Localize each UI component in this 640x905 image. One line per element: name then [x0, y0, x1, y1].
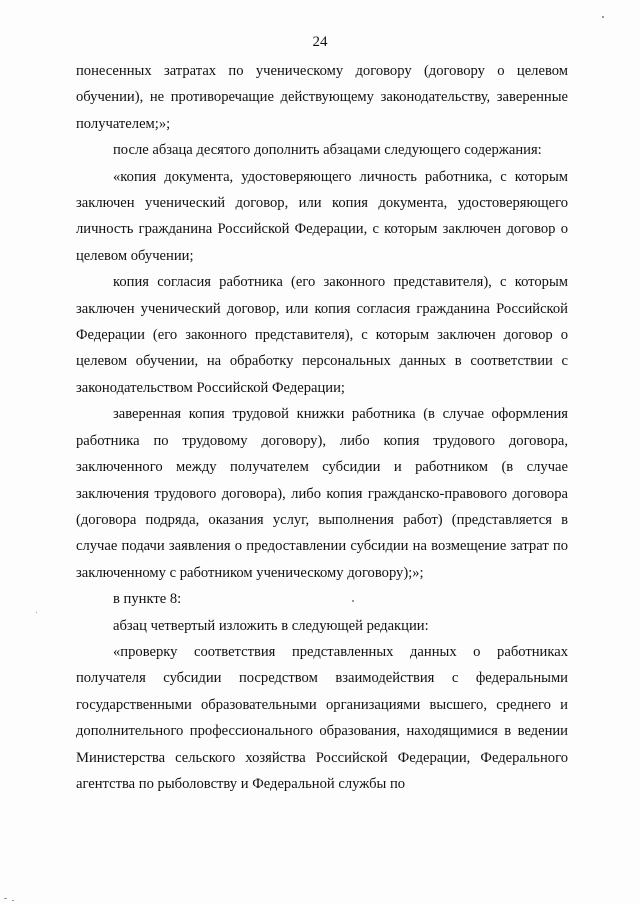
page-number: 24 [312, 34, 328, 50]
paragraph-5: заверенная копия трудовой книжки работника (в случае оформления работника по трудовому договору), либо копия трудового договора, заключенного между получателем субсидии и работником (в случае заключения трудового договора), либо копия гражданско-правового договора (договора подряда, оказания услуг, выполнения работ) (представляется в случае подачи заявления о предоставлении субсидии на возмещение затрат по заключенному с работником ученическому договору);»; [76, 406, 568, 581]
paragraph-7: абзац четвертый изложить в следующей редакции: [113, 617, 429, 634]
paragraph-3: «копия документа, удостоверяющего личность работника, с которым заключен ученический договор, или копия документа, удостоверяющего личность гражданина Российской Федерации, с которым заключен договор о целевом обучении; [76, 168, 568, 264]
document-body [76, 58, 568, 797]
paragraph-1: понесенных затратах по ученическому договору (договору о целевом обучении), не противоречащие действующему законодательству, заверенные получателем;»; [76, 63, 568, 132]
paragraph-6: в пункте 8: [113, 591, 182, 608]
scan-speck [352, 600, 354, 602]
scan-speck [36, 612, 37, 613]
paragraph-2: после абзаца десятого дополнить абзацами следующего содержания: [113, 142, 542, 159]
scan-speck [602, 16, 604, 18]
paragraph-8: «проверку соответствия представленных данных о работниках получателя субсидии посредством взаимодействия с федеральными государственными образовательными организациями высшего, среднего и дополнительного профессионального образования, находящимися в ведении Министерства сельского хозяйства Российской Федерации, Федерального агентства по рыболовству и Федеральной службы по [76, 643, 568, 792]
paragraph-4: копия согласия работника (его законного представителя), с которым заключен ученический договор, или копия согласия гражданина Российской Федерации (его законного представителя), с которым заключен договор о целевом обучении, на обработку персональных данных в соответствии с законодательством Российской Федерации; [76, 274, 568, 396]
scan-speck [4, 898, 7, 899]
scan-speck [12, 900, 14, 901]
